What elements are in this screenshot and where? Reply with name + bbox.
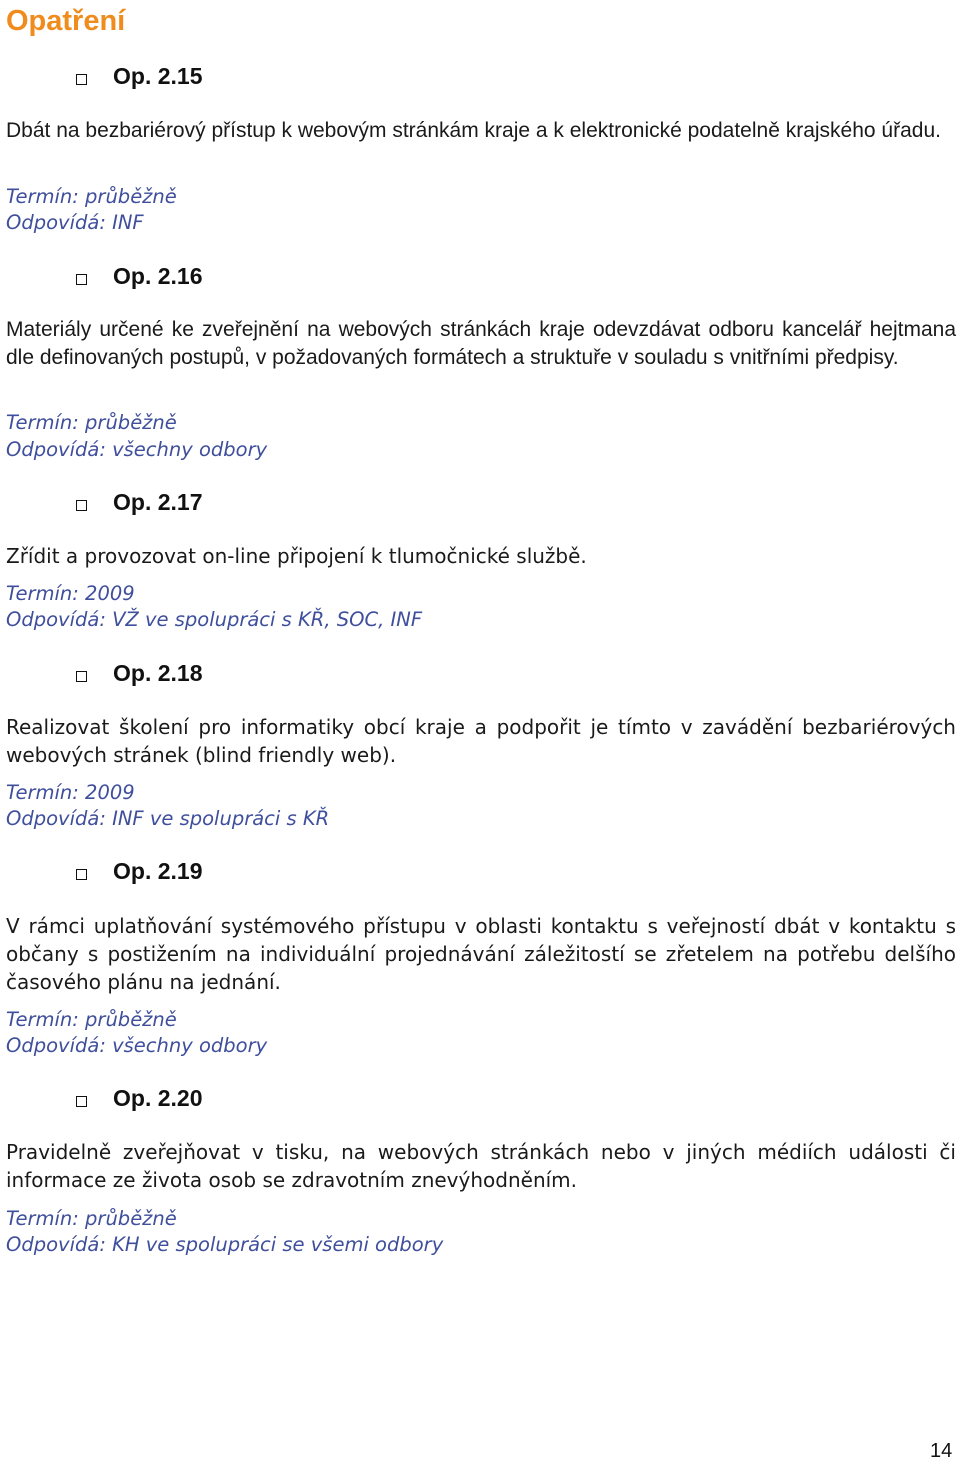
- measure-responsible: Odpovídá: INF ve spolupráci s KŘ: [6, 807, 330, 830]
- measure-responsible: Odpovídá: všechny odbory: [6, 438, 268, 461]
- measure-deadline: Termín: 2009: [6, 582, 135, 605]
- measure-number: Op. 2.17: [113, 489, 203, 515]
- measure-title: [76, 488, 202, 516]
- section-heading: Opatření: [6, 5, 126, 37]
- measure-responsible: Odpovídá: INF: [6, 211, 144, 234]
- measure-description: Zřídit a provozovat on-line připojení k tlumočnické službě.: [6, 544, 587, 568]
- checkbox-icon: [76, 274, 87, 285]
- checkbox-icon: [76, 869, 87, 880]
- measure-number: Op. 2.16: [113, 263, 203, 289]
- measure-responsible: Odpovídá: KH ve spolupráci se všemi odbory: [6, 1233, 444, 1256]
- measure-deadline: Termín: průběžně: [6, 1207, 177, 1230]
- measure-deadline: Termín: 2009: [6, 781, 135, 804]
- checkbox-icon: [76, 500, 87, 511]
- measure-title: [76, 857, 202, 885]
- measure-deadline: Termín: průběžně: [6, 185, 177, 208]
- measure-description: Dbát na bezbariérový přístup k webovým stránkám kraje a k elektronické podatelně krajského úřadu.: [6, 119, 941, 142]
- checkbox-icon: [76, 74, 87, 85]
- measure-description: Realizovat školení pro informatiky obcí kraje a podpořit je tímto v zavádění bezbariérových webových stránek (blind friendly web).: [6, 715, 956, 767]
- measure-description: Materiály určené ke zveřejnění na webových stránkách kraje odevzdávat odboru kancelář hejtmana dle definovaných postupů, v požadovaných formátech a struktuře v souladu s vnitřními předpisy.: [6, 318, 956, 369]
- measure-number: Op. 2.18: [113, 660, 203, 686]
- measure-deadline: Termín: průběžně: [6, 411, 177, 434]
- measure-number: Op. 2.20: [113, 1085, 203, 1111]
- measure-title: [76, 262, 202, 290]
- page-number: 14: [930, 1440, 953, 1462]
- measure-title: [76, 659, 202, 687]
- measure-title: [76, 1084, 202, 1112]
- measure-responsible: Odpovídá: všechny odbory: [6, 1034, 268, 1057]
- measure-title: [76, 62, 202, 90]
- measure-responsible: Odpovídá: VŽ ve spolupráci s KŘ, SOC, INF: [6, 608, 423, 631]
- measure-number: Op. 2.15: [113, 63, 203, 89]
- measure-deadline: Termín: průběžně: [6, 1008, 177, 1031]
- checkbox-icon: [76, 1096, 87, 1107]
- checkbox-icon: [76, 671, 87, 682]
- measure-description: V rámci uplatňování systémového přístupu v oblasti kontaktu s veřejností dbát v kontaktu s občany s postižením na individuální projednávání záležitostí se zřetelem na potřebu delšího časového plánu na jednání.: [6, 914, 956, 994]
- measure-number: Op. 2.19: [113, 858, 203, 884]
- measure-description: Pravidelně zveřejňovat v tisku, na webových stránkách nebo v jiných médiích události či informace ze života osob se zdravotním znevýhodněním.: [6, 1140, 956, 1192]
